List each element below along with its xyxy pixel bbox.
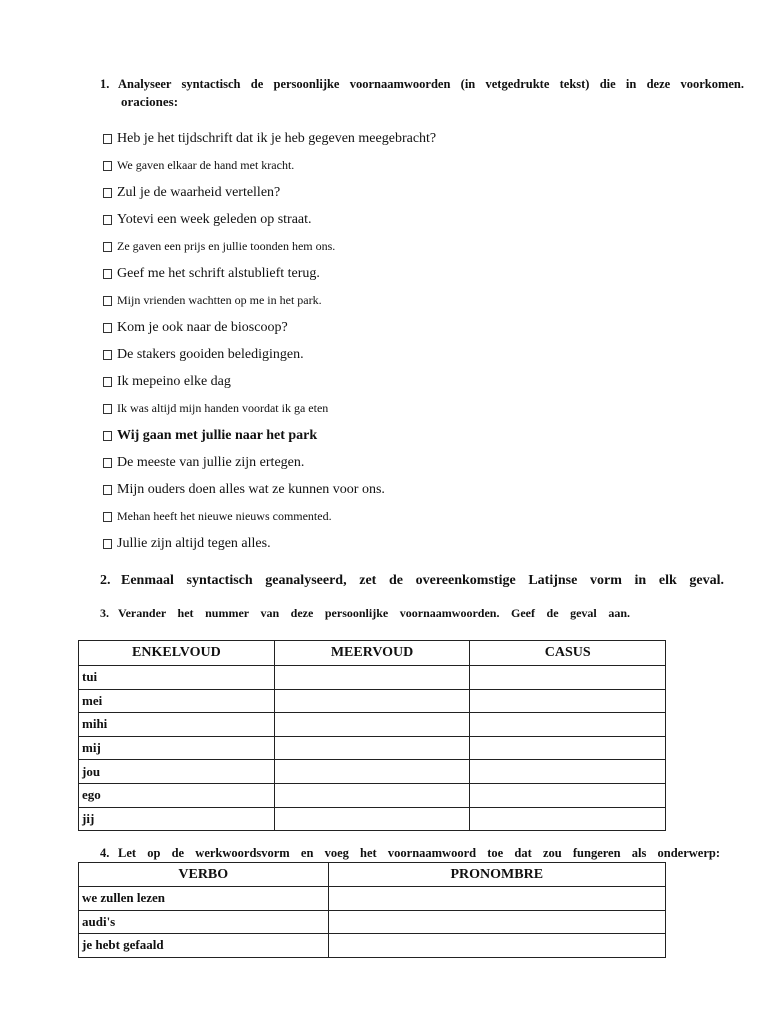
- casus-answer-cell[interactable]: [470, 689, 666, 713]
- question-4-text: Let op de werkwoordsvorm en voeg het voornaamwoord toe dat zou fungeren als onderwerp:: [118, 846, 720, 860]
- checkbox-icon: [103, 485, 112, 495]
- sentence-text: Wij gaan met jullie naar het park: [117, 427, 318, 443]
- meervoud-answer-cell[interactable]: [274, 689, 470, 713]
- question-4-number: 4.: [100, 846, 110, 860]
- sentence-text: Jullie zijn altijd tegen alles.: [117, 535, 271, 551]
- checkbox-icon: [103, 512, 112, 522]
- table-row: [79, 736, 666, 760]
- sentence-item: [103, 395, 703, 422]
- sentence-text: Zul je de waarheid vertellen?: [117, 184, 281, 200]
- header-meervoud: MEERVOUD: [274, 641, 470, 666]
- sentence-item: [103, 368, 703, 395]
- question-3: [100, 606, 630, 621]
- checkbox-icon: [103, 134, 112, 144]
- pronoun-answer-cell[interactable]: [328, 934, 665, 958]
- header-casus: CASUS: [470, 641, 666, 666]
- pronoun-cell: jou: [79, 760, 275, 784]
- checkbox-icon: [103, 323, 112, 333]
- sentence-text: Mehan heeft het nieuwe nieuws commented.: [117, 509, 332, 523]
- checkbox-icon: [103, 377, 112, 387]
- casus-answer-cell[interactable]: [470, 807, 666, 831]
- sentence-item: [103, 287, 703, 314]
- sentence-item: [103, 206, 703, 233]
- question-2-number: 2.: [100, 573, 111, 588]
- sentence-item: [103, 503, 703, 530]
- verb-cell: audi's: [79, 910, 329, 934]
- checkbox-icon: [103, 188, 112, 198]
- question-1-number: 1.: [100, 77, 110, 91]
- meervoud-answer-cell[interactable]: [274, 736, 470, 760]
- sentence-item: [103, 152, 703, 179]
- sentence-text: Yotevi een week geleden op straat.: [117, 211, 312, 227]
- table-row: [79, 910, 666, 934]
- table-row: [79, 807, 666, 831]
- sentence-text: Ik was altijd mijn handen voordat ik ga eten: [117, 401, 329, 415]
- pronoun-cell: ego: [79, 783, 275, 807]
- question-1-text-continued: oraciones:: [121, 94, 179, 109]
- meervoud-answer-cell[interactable]: [274, 783, 470, 807]
- question-1-text: Analyseer syntactisch de persoonlijke voornaamwoorden (in vetgedrukte tekst) die in deze voorkomen.: [118, 77, 744, 91]
- question-1: [100, 76, 744, 110]
- table-row: [79, 934, 666, 958]
- sentence-text: Ze gaven een prijs en jullie toonden hem ons.: [117, 239, 336, 253]
- casus-answer-cell[interactable]: [470, 713, 666, 737]
- pronoun-cell: mij: [79, 736, 275, 760]
- sentence-item: [103, 530, 703, 557]
- checkbox-icon: [103, 458, 112, 468]
- checkbox-icon: [103, 350, 112, 360]
- sentence-text: De stakers gooiden beledigingen.: [117, 346, 304, 362]
- sentence-item: [103, 341, 703, 368]
- sentence-list: [103, 125, 703, 557]
- sentence-text: Kom je ook naar de bioscoop?: [117, 319, 288, 335]
- casus-answer-cell[interactable]: [470, 783, 666, 807]
- sentence-text: Heb je het tijdschrift dat ik je heb gegeven meegebracht?: [117, 130, 437, 146]
- meervoud-answer-cell[interactable]: [274, 666, 470, 690]
- question-2-text: Eenmaal syntactisch geanalyseerd, zet de overeenkomstige Latijnse vorm in elk geval.: [121, 573, 724, 588]
- pronoun-number-table: [78, 640, 666, 831]
- table-row: [79, 760, 666, 784]
- sentence-item: [103, 125, 703, 152]
- checkbox-icon: [103, 404, 112, 414]
- checkbox-icon: [103, 215, 112, 225]
- verb-cell: we zullen lezen: [79, 887, 329, 911]
- sentence-item: [103, 179, 703, 206]
- table-row: [79, 666, 666, 690]
- sentence-text: We gaven elkaar de hand met kracht.: [117, 158, 295, 172]
- sentence-text: Mijn vrienden wachtten op me in het park.: [117, 293, 322, 307]
- sentence-item: [103, 422, 703, 449]
- casus-answer-cell[interactable]: [470, 736, 666, 760]
- pronoun-cell: jij: [79, 807, 275, 831]
- question-3-text: Verander het nummer van deze persoonlijke voornaamwoorden. Geef de geval aan.: [118, 606, 630, 620]
- meervoud-answer-cell[interactable]: [274, 807, 470, 831]
- table-row: [79, 783, 666, 807]
- header-enkelvoud: ENKELVOUD: [79, 641, 275, 666]
- checkbox-icon: [103, 161, 112, 171]
- sentence-item: [103, 314, 703, 341]
- checkbox-icon: [103, 242, 112, 252]
- pronoun-answer-cell[interactable]: [328, 910, 665, 934]
- sentence-item: [103, 449, 703, 476]
- question-4: [100, 846, 720, 861]
- question-3-number: 3.: [100, 606, 109, 620]
- sentence-text: De meeste van jullie zijn ertegen.: [117, 454, 305, 470]
- checkbox-icon: [103, 296, 112, 306]
- verb-cell: je hebt gefaald: [79, 934, 329, 958]
- meervoud-answer-cell[interactable]: [274, 713, 470, 737]
- sentence-item: [103, 476, 703, 503]
- table-row: [79, 689, 666, 713]
- header-pronombre: PRONOMBRE: [328, 863, 665, 887]
- verb-pronoun-table: [78, 862, 666, 958]
- pronoun-answer-cell[interactable]: [328, 887, 665, 911]
- casus-answer-cell[interactable]: [470, 666, 666, 690]
- sentence-item: [103, 233, 703, 260]
- pronoun-cell: tui: [79, 666, 275, 690]
- sentence-text: Ik mepeino elke dag: [117, 373, 231, 389]
- question-2: [100, 573, 724, 589]
- checkbox-icon: [103, 431, 112, 441]
- header-verbo: VERBO: [79, 863, 329, 887]
- pronoun-cell: mei: [79, 689, 275, 713]
- checkbox-icon: [103, 269, 112, 279]
- checkbox-icon: [103, 539, 112, 549]
- table-row: [79, 887, 666, 911]
- meervoud-answer-cell[interactable]: [274, 760, 470, 784]
- sentence-text: Mijn ouders doen alles wat ze kunnen voor ons.: [117, 481, 385, 497]
- sentence-text: Geef me het schrift alstublieft terug.: [117, 265, 320, 281]
- table-row: [79, 713, 666, 737]
- casus-answer-cell[interactable]: [470, 760, 666, 784]
- sentence-item: [103, 260, 703, 287]
- pronoun-cell: mihi: [79, 713, 275, 737]
